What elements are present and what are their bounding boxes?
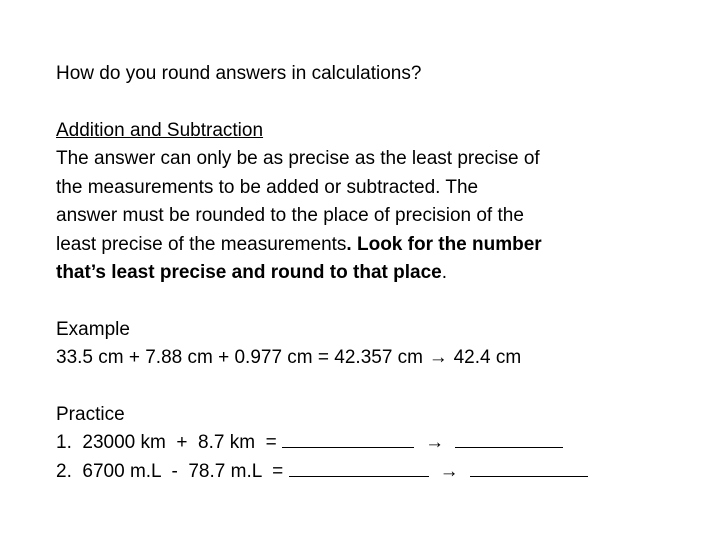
right-arrow-icon: → — [439, 460, 459, 482]
addition-subtraction-section — [56, 117, 656, 288]
body-line-1: The answer can only be as precise as the least precise of — [56, 148, 540, 169]
example-section — [56, 316, 656, 373]
practice-label: Practice — [56, 403, 125, 425]
practice-item-2-text: 2. 6700 m.L - 78.7 m.L = — [56, 460, 289, 482]
body-line-5-bold: that’s least precise and round to that place — [56, 262, 442, 283]
section-heading: Addition and Subtraction — [56, 119, 264, 141]
body-line-5-end: . — [441, 262, 447, 283]
rounded-answer-blank-1[interactable] — [455, 429, 563, 448]
spacer — [56, 288, 656, 316]
spacer — [56, 373, 656, 401]
body-line-3: answer must be rounded to the place of precision of the — [56, 205, 524, 226]
body-line-4-bold: . Look for the number — [346, 233, 542, 255]
right-arrow-icon: → — [425, 432, 445, 453]
example-label: Example — [56, 318, 130, 340]
practice-item-1-text: 1. 23000 km + 8.7 km = — [56, 432, 283, 453]
practice-item-1 — [56, 429, 656, 458]
example-result: 42.4 cm — [453, 347, 522, 368]
body-line-2: the measurements to be added or subtracted. The — [56, 176, 479, 198]
body-line-4 — [56, 231, 656, 260]
practice-section — [56, 401, 656, 487]
rounded-answer-blank-2[interactable] — [470, 458, 588, 477]
example-equation: 33.5 cm + 7.88 cm + 0.977 cm = 42.357 cm — [56, 347, 424, 368]
right-arrow-icon: → — [428, 347, 448, 368]
example-equation-line — [56, 344, 656, 373]
question-text: How do you round answers in calculations? — [56, 63, 422, 84]
body-line-5 — [56, 259, 656, 288]
answer-blank-1[interactable] — [282, 429, 414, 448]
slide-content — [56, 60, 656, 486]
body-line-4-normal: least precise of the measurements — [56, 233, 347, 255]
answer-blank-2[interactable] — [289, 458, 429, 477]
practice-item-2 — [56, 458, 656, 487]
